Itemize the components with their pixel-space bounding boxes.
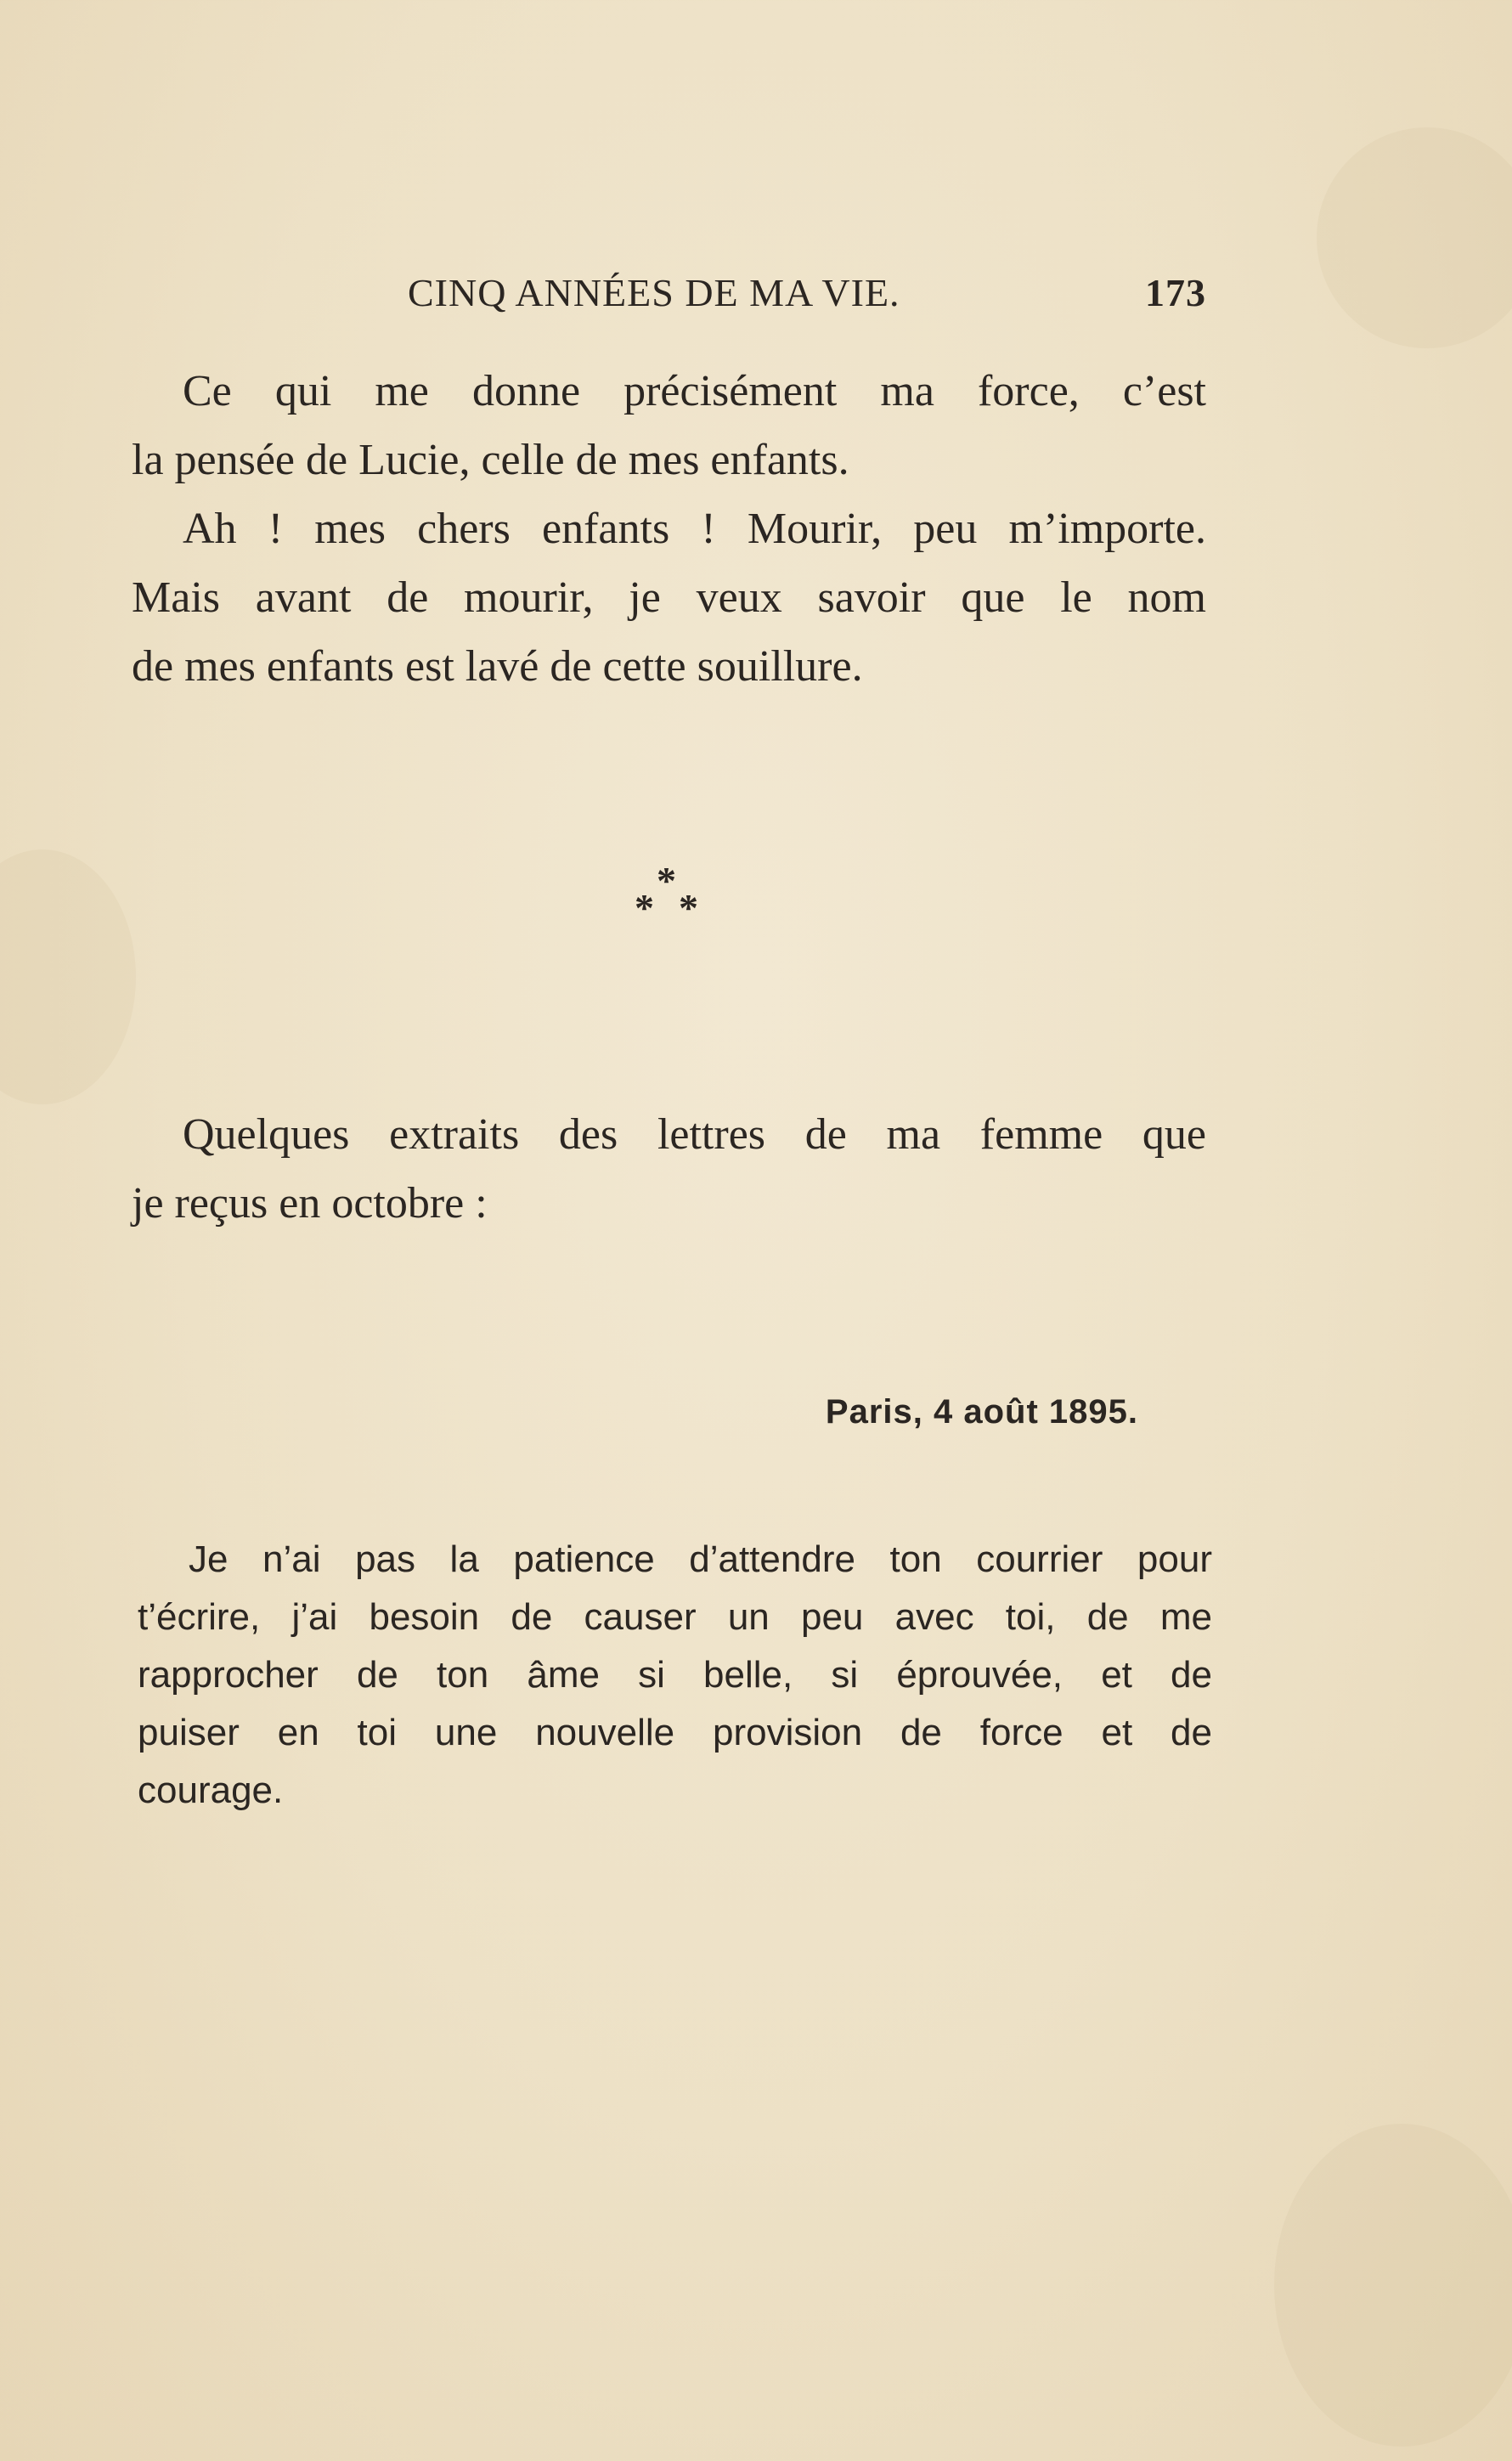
text-line: Quelques extraits des lettres de ma femme que (183, 1110, 1206, 1159)
text-line: Ah ! mes chers enfants ! Mourir, peu m’importe. (183, 505, 1206, 553)
letter-line: puiser en toi une nouvelle provision de force et de (138, 1712, 1212, 1753)
text-line: de mes enfants est lavé de cette souillure. (132, 642, 863, 691)
page-number: 173 (1145, 271, 1206, 314)
letter-line: Je n’ai pas la patience d’attendre ton courrier pour (189, 1538, 1212, 1580)
letter-line: courage. (138, 1770, 284, 1811)
text-line: je reçus en octobre : (132, 1179, 488, 1228)
asterism-star: * (635, 886, 654, 929)
paper-stain (1274, 2124, 1512, 2447)
running-header (136, 270, 1206, 321)
letter-body (138, 1531, 1212, 1820)
text-line: Mais avant de mourir, je veux savoir que le nom (132, 573, 1206, 622)
running-title: CINQ ANNÉES DE MA VIE. (408, 271, 900, 314)
letter-line: rapprocher de ton âme si belle, si éprouvée, et de (138, 1654, 1212, 1696)
paragraph (132, 357, 1206, 494)
paragraph (132, 494, 1206, 701)
paragraph (132, 1100, 1206, 1238)
asterism-separator (624, 858, 709, 929)
text-line: Ce qui me donne précisément ma force, c’est (183, 367, 1206, 415)
letter-line: t’écrire, j’ai besoin de causer un peu avec toi, de me (138, 1596, 1212, 1638)
paper-stain (1317, 127, 1512, 348)
paper-stain (0, 849, 136, 1104)
asterism-star: * (657, 859, 676, 902)
letter-date: Paris, 4 août 1895. (825, 1393, 1138, 1431)
asterism-star: * (679, 886, 698, 929)
text-line: la pensée de Lucie, celle de mes enfants. (132, 436, 849, 484)
